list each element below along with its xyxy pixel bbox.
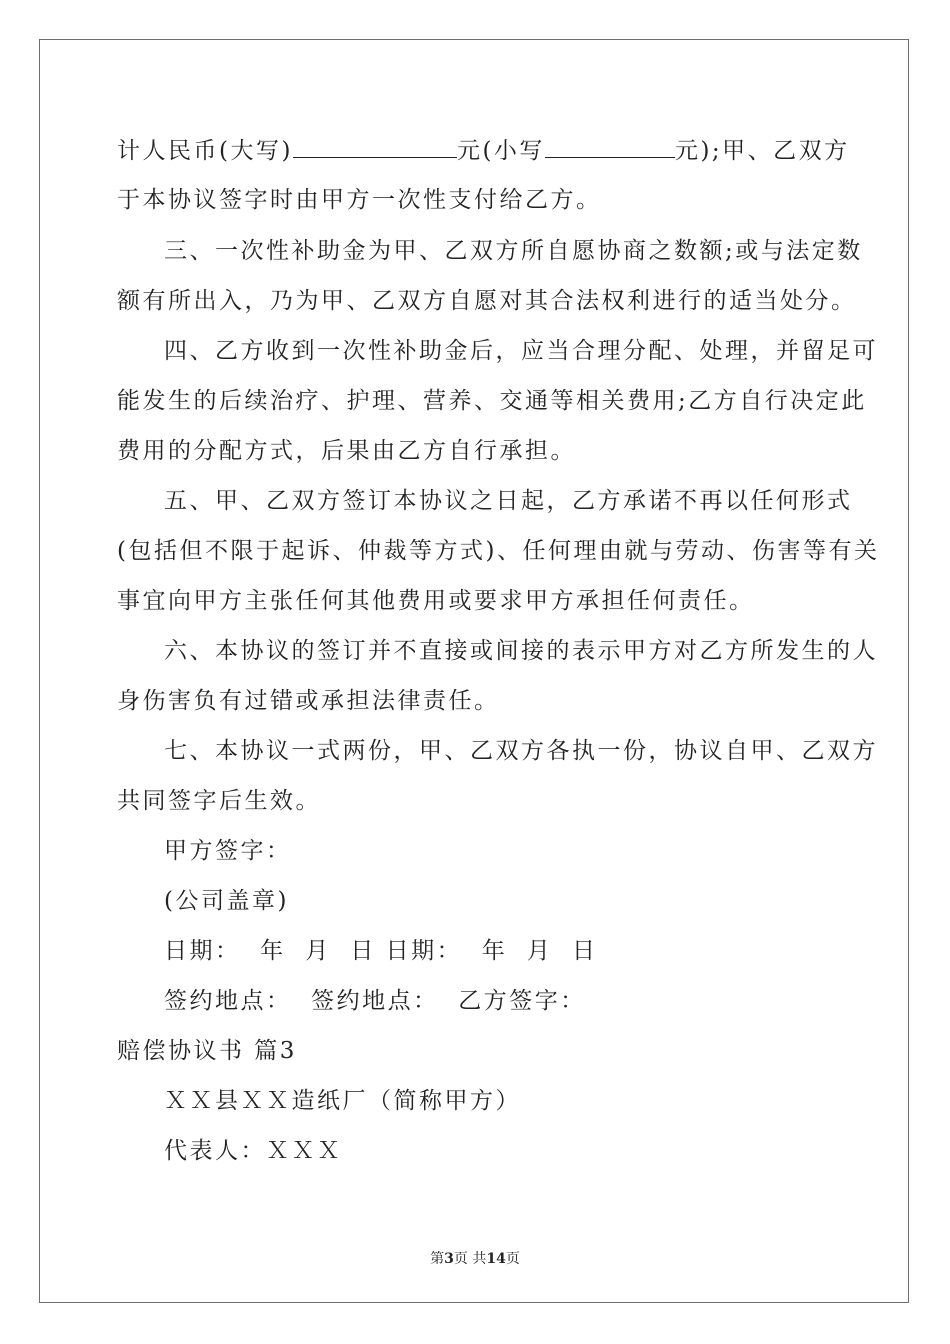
text-line: 五、甲、乙双方签订本协议之日起，乙方承诺不再以任何形式 — [164, 488, 853, 514]
text-line: 六、本协议的签订并不直接或间接的表示甲方对乙方所发生的人 — [164, 638, 878, 664]
page-footer: 第3页 共14页 — [430, 1251, 520, 1267]
party-a-name: ＸＸ县ＸＸ造纸厂（简称甲方） — [164, 1088, 521, 1114]
representative-line: 代表人：ＸＸＸ — [164, 1138, 343, 1164]
text-line: 能发生的后续治疗、护理、营养、交通等相关费用;乙方自行决定此 — [117, 388, 867, 414]
current-page-number: 3 — [444, 1251, 454, 1267]
amount-tail: 元);甲、乙双方 — [674, 138, 850, 164]
date-line: 日期： 年 月 日 日期： 年 月 日 — [164, 938, 598, 964]
text-line: 额有所出入，乃为甲、乙双方自愿对其合法权利进行的适当处分。 — [117, 288, 857, 314]
company-seal-label: (公司盖章) — [164, 888, 289, 914]
amount-words-label: 计人民币(大写) — [117, 138, 293, 164]
amount-digits-label: 元(小写 — [456, 138, 545, 164]
text-line: 身伤害负有过错或承担法律责任。 — [117, 688, 500, 714]
text-line-1 — [117, 135, 850, 166]
party-a-signature-label: 甲方签字： — [164, 838, 292, 864]
section-heading: 赔偿协议书 篇3 — [117, 1038, 297, 1064]
amount-digits-blank[interactable] — [545, 135, 675, 158]
text-line: 事宜向甲方主张任何其他费用或要求甲方承担任何责任。 — [117, 588, 755, 614]
text-line: 于本协议签字时由甲方一次性支付给乙方。 — [117, 187, 602, 213]
text-line: 三、一次性补助金为甲、乙双方所自愿协商之数额;或与法定数 — [164, 238, 863, 264]
text-line: 四、乙方收到一次性补助金后，应当合理分配、处理，并留足可 — [164, 338, 878, 364]
text-line: 费用的分配方式，后果由乙方自行承担。 — [117, 438, 576, 464]
text-line: 共同签字后生效。 — [117, 788, 321, 814]
total-page-count: 14 — [486, 1251, 506, 1267]
text-line: (包括但不限于起诉、仲裁等方式)、任何理由就与劳动、伤害等有关 — [117, 538, 880, 564]
amount-words-blank[interactable] — [293, 135, 457, 158]
signing-location-line: 签约地点： 签约地点： 乙方签字： — [164, 988, 586, 1014]
text-line: 七、本协议一式两份，甲、乙双方各执一份，协议自甲、乙双方 — [164, 738, 878, 764]
